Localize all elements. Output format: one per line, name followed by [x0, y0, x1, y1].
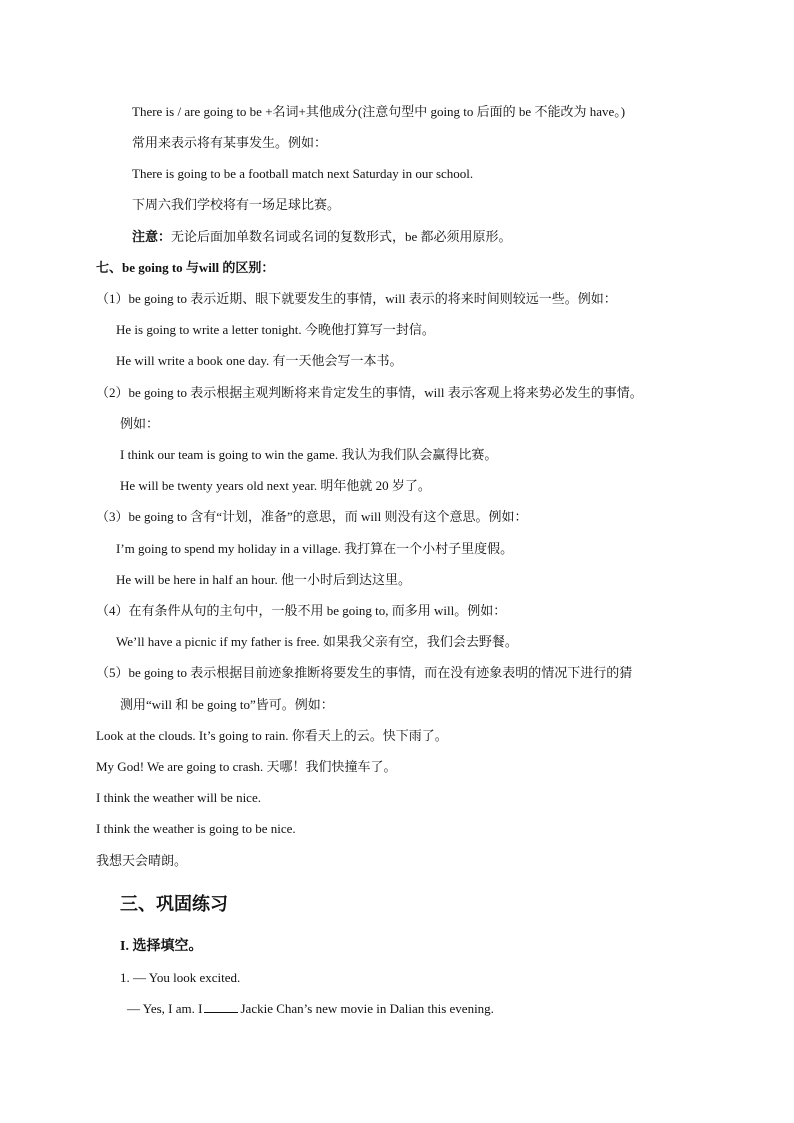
question-1-answer-line	[127, 1001, 494, 1017]
question-1-answer-start: — Yes, I am. I	[127, 1001, 203, 1016]
point-4: （4）在有条件从句的主句中，一般不用 be going to, 而多用 will。例如：	[96, 603, 507, 618]
point-1: （1）be going to 表示近期、眼下就要发生的事情，will 表示的将来时间则较远一些。例如：	[96, 291, 617, 306]
section-heading-difference: 七、be going to 与will 的区别：	[96, 260, 275, 275]
example-english: He is going to write a letter tonight. 今晚他打算写一封信。	[116, 322, 435, 337]
text-line-structure: There is / are going to be +名词+其他成分(注意句型中 going to 后面的 be 不能改为 have。)	[132, 104, 626, 119]
note-text: 无论后面加单数名词或名词的复数形式，be 都必须用原形。	[171, 229, 512, 244]
answer-blank[interactable]	[204, 1001, 238, 1013]
example-english: I think the weather will be nice.	[96, 790, 261, 805]
point-5: （5）be going to 表示根据目前迹象推断将要发生的事情，而在没有迹象表明的情况下进行的猜	[96, 665, 633, 680]
example-english: Look at the clouds. It’s going to rain. 你看天上的云。快下雨了。	[96, 728, 448, 743]
example-english: We’ll have a picnic if my father is free. 如果我父亲有空，我们会去野餐。	[116, 634, 518, 649]
note-label: 注意：	[132, 229, 172, 244]
example-english: He will be here in half an hour. 他一小时后到达这里。	[116, 572, 411, 587]
example-english: He will be twenty years old next year. 明年他就 20 岁了。	[120, 478, 431, 493]
example-label: 例如：	[120, 416, 160, 431]
example-english: He will write a book one day. 有一天他会写一本书。	[116, 353, 403, 368]
example-english: I think the weather is going to be nice.	[96, 821, 296, 836]
example-chinese: 下周六我们学校将有一场足球比赛。	[132, 197, 341, 212]
exercise-part-heading: I. 选择填空。	[120, 939, 203, 954]
note-line	[132, 229, 512, 245]
example-english: There is going to be a football match next Saturday in our school.	[132, 166, 474, 181]
example-english: I think our team is going to win the game. 我认为我们队会赢得比赛。	[120, 447, 498, 462]
example-chinese: 我想天会晴朗。	[96, 853, 188, 868]
point-2: （2）be going to 表示根据主观判断将来肯定发生的事情，will 表示客观上将来势必发生的事情。	[96, 385, 643, 400]
example-english: My God! We are going to crash. 天哪！我们快撞车了。	[96, 759, 397, 774]
point-5-continued: 测用“will 和 be going to”皆可。例如：	[120, 697, 334, 712]
text-line-usage: 常用来表示将有某事发生。例如：	[132, 135, 328, 150]
question-1-answer-end: Jackie Chan’s new movie in Dalian this evening.	[240, 1001, 494, 1016]
example-english: I’m going to spend my holiday in a village. 我打算在一个小村子里度假。	[116, 541, 514, 556]
question-1-prompt: 1. — You look excited.	[120, 970, 241, 985]
point-3: （3）be going to 含有“计划，准备”的意思，而 will 则没有这个意思。例如：	[96, 509, 528, 524]
section-heading-practice: 三、巩固练习	[120, 894, 228, 915]
